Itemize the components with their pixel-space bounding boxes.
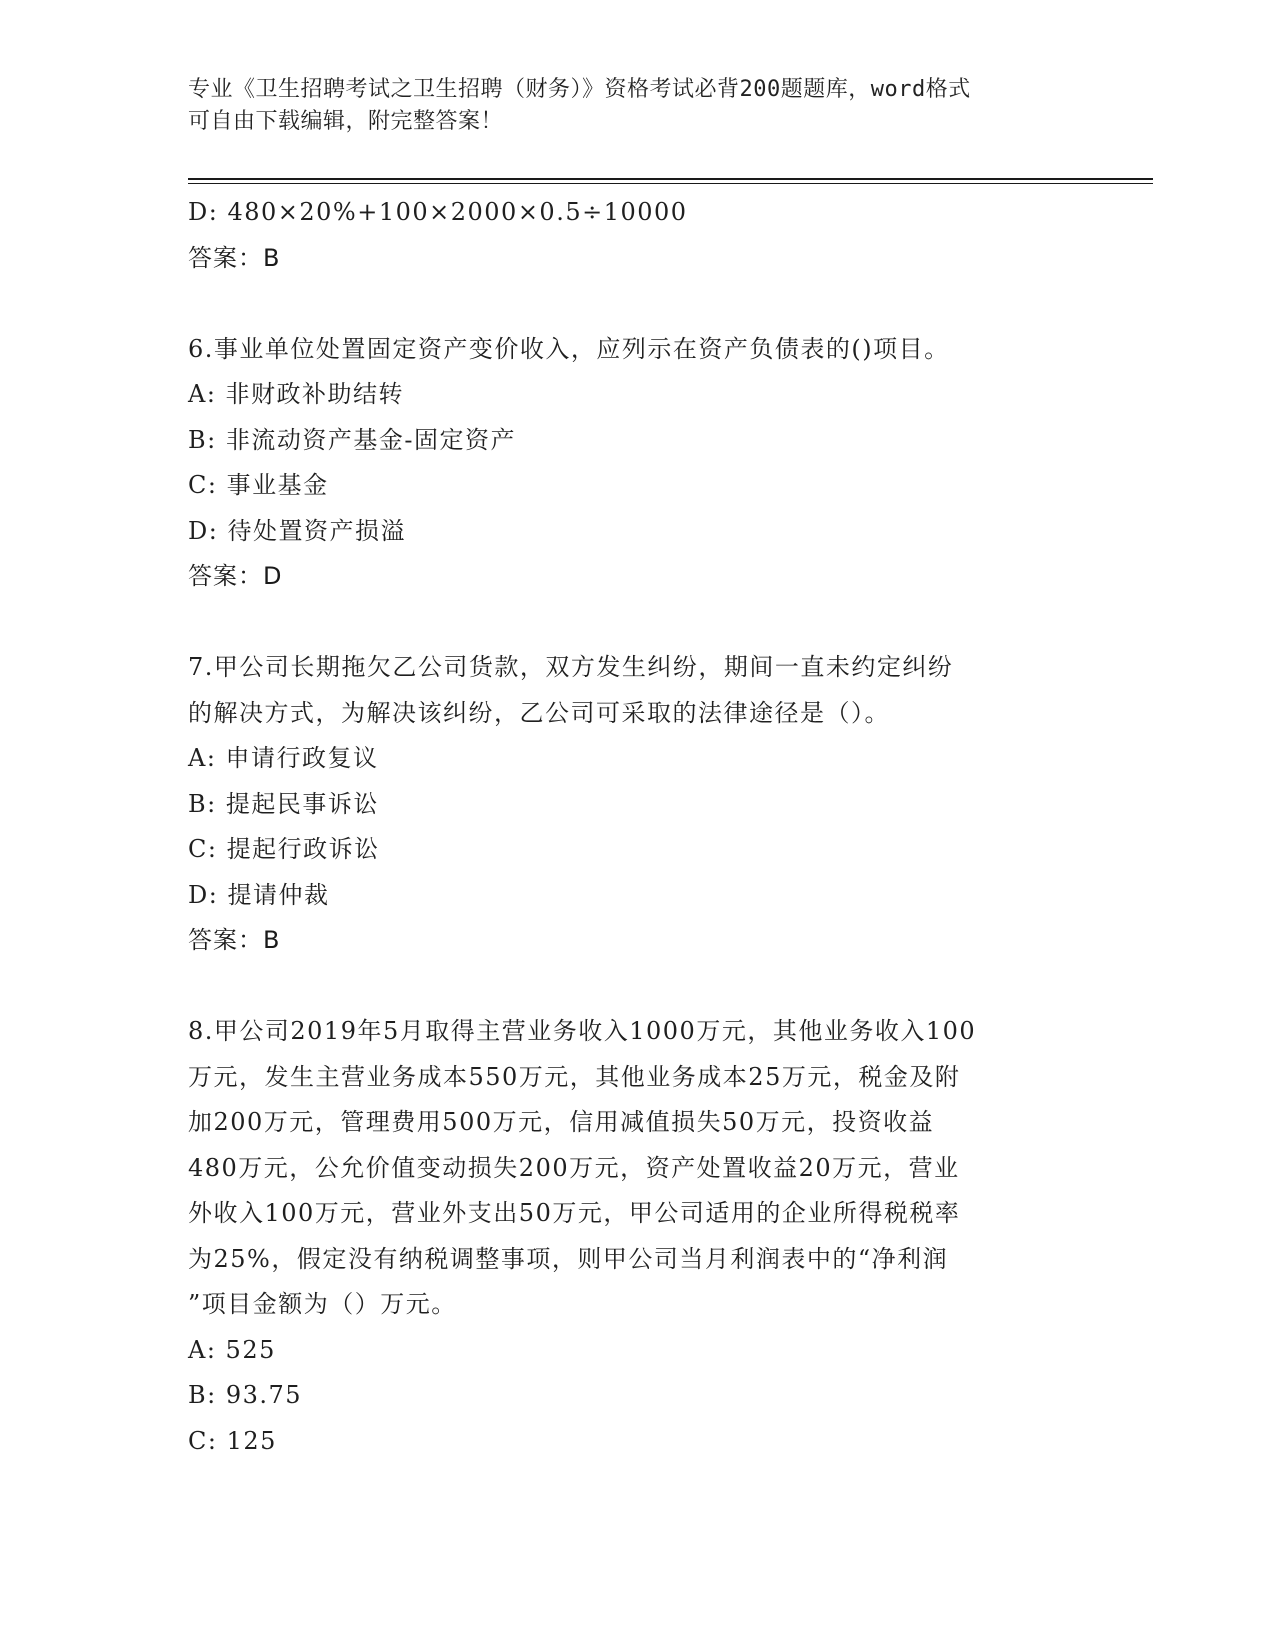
answer-label: 答案：D	[188, 562, 283, 590]
page-header	[188, 74, 1068, 138]
question-stem-line: 外收入100万元，营业外支出50万元，甲公司适用的企业所得税税率	[188, 1199, 961, 1227]
option-a: A: 525	[188, 1335, 276, 1364]
option-a: A: 非财政补助结转	[188, 380, 405, 408]
spacer	[188, 600, 1088, 646]
option-a: A: 申请行政复议	[188, 744, 379, 772]
header-divider-thick	[188, 178, 1153, 180]
question-8	[188, 1009, 1088, 1464]
question-stem-line: 的解决方式，为解决该纠纷，乙公司可采取的法律途径是（）。	[188, 698, 890, 727]
option-b: B: 提起民事诉讼	[188, 789, 379, 818]
answer-label: 答案：B	[188, 926, 281, 954]
header-divider-thin	[188, 183, 1153, 184]
option-b: B: 非流动资产基金-固定资产	[188, 425, 516, 454]
previous-question-tail	[188, 190, 1088, 281]
option-c: C: 提起行政诉讼	[188, 835, 380, 863]
question-stem-line: 为25%，假定没有纳税调整事项，则甲公司当月利润表中的“净利润	[188, 1244, 949, 1273]
question-7	[188, 645, 1088, 964]
question-stem-line: 7.甲公司长期拖欠乙公司货款，双方发生纠纷，期间一直未约定纠纷	[188, 653, 954, 681]
question-6	[188, 327, 1088, 600]
option-d: D: 提请仲裁	[188, 880, 330, 909]
option-d: D: 480×20%+100×2000×0.5÷10000	[188, 198, 688, 226]
question-stem-line: 6.事业单位处置固定资产变价收入，应列示在资产负债表的()项目。	[188, 334, 950, 363]
question-stem-line: 8.甲公司2019年5月取得主营业务收入1000万元，其他业务收入100	[188, 1017, 977, 1045]
question-stem-line: ”项目金额为（）万元。	[188, 1290, 457, 1318]
question-stem-line: 480万元，公允价值变动损失200万元，资产处置收益20万元，营业	[188, 1153, 960, 1182]
option-c: C: 125	[188, 1426, 277, 1455]
question-stem-line: 加200万元，管理费用500万元，信用减值损失50万元，投资收益	[188, 1108, 935, 1136]
spacer	[188, 964, 1088, 1010]
answer-label: 答案：B	[188, 243, 281, 272]
spacer	[188, 281, 1088, 327]
option-c: C: 事业基金	[188, 471, 329, 499]
question-content	[188, 190, 1088, 1464]
question-stem-line: 万元，发生主营业务成本550万元，其他业务成本25万元，税金及附	[188, 1062, 961, 1091]
option-d: D: 待处置资产损溢	[188, 516, 406, 545]
header-title-line-1: 专业《卫生招聘考试之卫生招聘（财务）》资格考试必背200题题库，word格式	[188, 77, 971, 102]
header-title-line-2: 可自由下载编辑，附完整答案！	[188, 109, 504, 134]
option-b: B: 93.75	[188, 1381, 303, 1409]
